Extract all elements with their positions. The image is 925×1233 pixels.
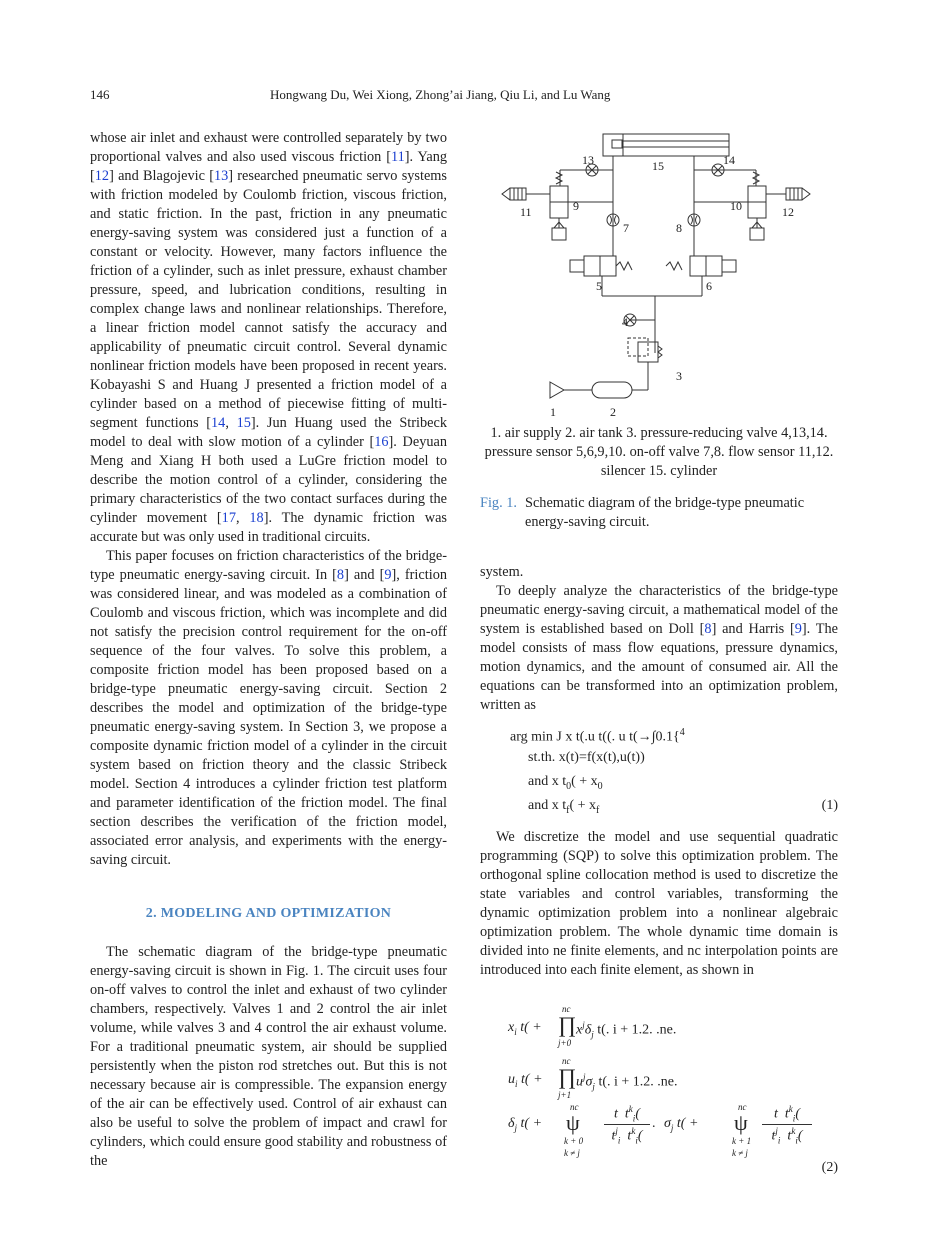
paragraph-system-end: system.	[480, 564, 524, 580]
citation-link[interactable]: 14	[211, 415, 226, 431]
figure-legend: 1. air supply 2. air tank 3. pressure-reducing valve 4,13,14. pressure sensor 5,6,9,10. on-off valve 7,8. flow sensor 11,12. silencer 15. cylinder	[484, 425, 834, 479]
label-8: 8	[676, 221, 682, 235]
figure-caption-text: Schematic diagram of the bridge-type pneumatic energy-saving circuit.	[525, 495, 805, 530]
eq2-line-u: $u_i$ t( +	[508, 1072, 543, 1089]
eq2-line-x: $x_i$ t( +	[508, 1020, 542, 1037]
on-off-valve-6-a	[690, 256, 706, 276]
equation-2: $x_i$ t( + nc ∏ j+0 $x^j\delta_j$ t(. i + 1.2. .ne. $u_i$ t( + nc ∏ j+1 $u^j\sigma_j$ t(. i + 1.2. .ne. $\delta_j$ t( + nc ψ k + 0 k ≠ j t $t^k_i$( $t^j_i$ $t^k_i$( . $\sigma_j$ t( + nc ψ k + 1 k ≠ j t $t^k_i$( $t^j_i$ $t^k_i$( (2)	[508, 1004, 838, 1175]
label-2: 2	[610, 405, 616, 419]
citation-link[interactable]: 16	[374, 434, 389, 450]
label-5: 5	[596, 279, 602, 293]
label-3: 3	[676, 369, 682, 383]
equation-2-number: (2)	[821, 1160, 838, 1175]
eq1-final: and x $t_f( + x_f$	[528, 798, 600, 816]
running-authors: Hongwang Du, Wei Xiong, Zhong’ai Jiang, Qiu Li, and Lu Wang	[270, 87, 611, 102]
circuit-diagram	[480, 128, 838, 428]
label-7: 7	[623, 221, 629, 235]
citation-link[interactable]: 15	[236, 415, 251, 431]
on-off-valve-5-b	[600, 256, 616, 276]
citation-link[interactable]: 9	[794, 621, 802, 637]
figure-schematic	[480, 128, 838, 428]
label-14: 14	[723, 153, 735, 167]
citation-link[interactable]: 8	[704, 621, 712, 637]
citation-link[interactable]: 17	[221, 510, 236, 526]
citation-link[interactable]: 9	[384, 567, 392, 583]
citation-link[interactable]: 11	[390, 149, 405, 165]
citation-link[interactable]: 12	[94, 168, 110, 184]
eq2-line-basis: $\delta_j$ t( +	[508, 1116, 543, 1133]
equation-1-number: (1)	[821, 798, 838, 813]
label-11: 11	[520, 205, 532, 219]
citation-link[interactable]: 8	[336, 567, 345, 583]
on-off-valve-10-top	[748, 186, 766, 202]
left-column	[90, 129, 447, 1171]
on-off-valve-10-bottom	[748, 202, 766, 218]
label-12: 12	[782, 205, 794, 219]
label-15: 15	[652, 159, 664, 173]
paragraph-discretization: We discretize the model and use sequential quadratic programming (SQP) to solve this optimization problem. The orthogonal spline collocation method is used to discretize the state variables and control variables, transforming the dynamic optimization problem into a nonlinear algebraic optimization problem. The whole dynamic time domain is divided into ne finite elements, and nc interpolation points are introduced into each finite element, as shown in	[480, 829, 838, 978]
citation-link[interactable]: 18	[249, 510, 264, 526]
eq1-objective: arg min J x t(.u t((. u t(→∫0.1{$^4$	[510, 727, 685, 745]
on-off-valve-9-bottom	[550, 202, 568, 218]
label-10: 10	[730, 199, 742, 213]
label-9: 9	[573, 199, 579, 213]
page-header	[90, 87, 835, 107]
air-tank-2	[592, 382, 632, 398]
label-13: 13	[582, 153, 594, 167]
right-column-middle	[480, 828, 838, 980]
citation-link[interactable]: 13	[213, 168, 229, 184]
eq1-initial: and x $t_0( + x_0$	[528, 774, 603, 792]
paragraph-mathematical-model: To deeply analyze the characteristics of the bridge-type pneumatic energy-saving circuit, a mathematical model of the system is established based on Doll [8] and Harris [9]. The model consists of mass flow equations, pressure dynamics, motion dynamics, and the amount of consumed air. All the equations can be transformed into an optimization problem, written as	[480, 583, 838, 713]
figure-caption-label: Fig. 1.	[480, 495, 517, 511]
section-heading: 2. MODELING AND OPTIMIZATION	[145, 906, 392, 921]
air-supply-1	[550, 382, 564, 398]
label-4: 4	[622, 315, 628, 329]
right-column-top	[480, 563, 838, 715]
on-off-valve-5-a	[584, 256, 600, 276]
on-off-valve-6-b	[706, 256, 722, 276]
paragraph-paper-focus: This paper focuses on friction characteristics of the bridge-type pneumatic energy-saving circuit. In [8] and [9], friction was considered linear, and was modeled as a combination of Coulomb and viscous friction, which was incomplete and did not satisfy the precision control requirement for the on-off sequence of the four valves. To solve this problem, a composite friction model has been proposed based on a bridge-type pneumatic energy-saving circuit. Section 2 describes the model and optimization of the bridge-type pneumatic energy-saving system. In Section 3, we propose a composite dynamic friction model of a cylinder in the circuit system based on friction theory and the classic Stribeck model. Section 4 introduces a cylinder friction test platform and parameter identification of the friction model. The final section describes the verification of the friction model, associated error analysis, and experiments with the energy-saving circuit.	[90, 548, 447, 868]
label-6: 6	[706, 279, 712, 293]
equation-1	[510, 727, 838, 827]
eq1-constraint: st.th. x(t)=f(x(t),u(t))	[528, 750, 645, 765]
label-1: 1	[550, 405, 556, 419]
on-off-valve-9-top	[550, 186, 568, 202]
paragraph-schematic-description: The schematic diagram of the bridge-type pneumatic energy-saving circuit is shown in Fig. 1. The circuit uses four on-off valves to control the inlet and exhaust of two cylinder chambers, respectively. Valves 1 and 2 control the air inlet volume, while valves 3 and 4 control the air exhaust volume. For a traditional pneumatic system, air should be supplied persistently when the piston rod stretches out. But this is not necessary because air is compressible. The expansion energy of the air can be effectively used. Control of air exhaust can also be useful to solve the problem of impact and crawl for cylinders, which could ensure good stability and robustness of the	[90, 944, 447, 1169]
paragraph-friction-review: whose air inlet and exhaust were controlled separately by two proportional valves and also used viscous friction [11]. Yang [12] and Blagojevic [13] researched pneumatic servo systems with friction modeled by Coulomb friction, viscous friction, and static friction. In the past, friction in any pneumatic energy-saving system was considered just a function of a constant or velocity. However, many factors influence the friction of a cylinder, such as inlet pressure, exhaust chamber pressure, speed, and lubrication conditions, resulting in complex change laws and nonlinear relationships. Therefore, a linear friction model cannot satisfy the accuracy and applicability of pneumatic circuit control. Several dynamic nonlinear friction models have been proposed in recent years. Kobayashi S and Huang J presented a friction model of a cylinder based on a method of piecewise fitting of multi-segment functions [14, 15]. Jun Huang used the Stribeck model to deal with slow motion of a cylinder [16]. Deyuan Meng and Xiang H both used a LuGre friction model to describe the motion control of a cylinder, considering the primary characteristics of the two contact surfaces during the cylinder movement [17, 18]. The dynamic friction was accurate but was only used in traditional circuits.	[90, 130, 448, 545]
page-number: 146	[90, 87, 110, 102]
